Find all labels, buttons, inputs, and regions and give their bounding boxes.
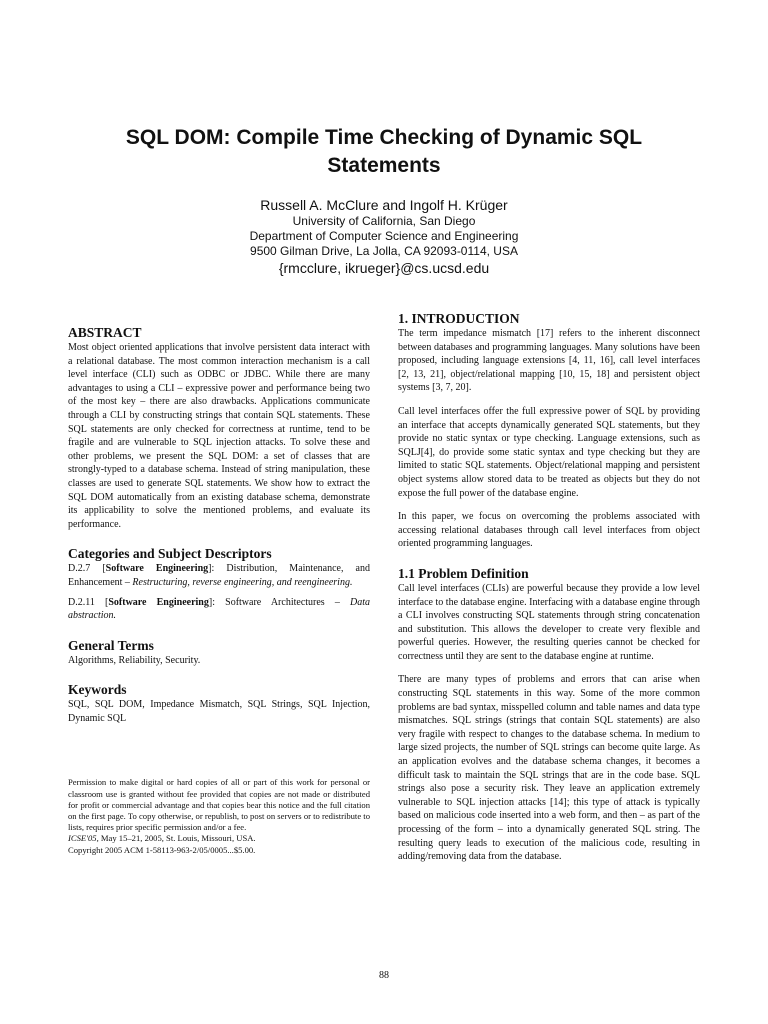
copyright-line: Copyright 2005 ACM 1-58113-963-2/05/0005...$5.00. xyxy=(68,844,256,855)
address: 9500 Gilman Drive, La Jolla, CA 92093-0114, USA xyxy=(250,244,518,258)
conference-line xyxy=(68,833,370,844)
abstract-text: Most object oriented applications that involve persistent data interact with a relational database. The most common interaction mechanism is a call level interface (CLI) such as ODBC or JDBC. While there are many advantages to using a CLI – expressive power and performance being two of the most key – there are also drawbacks. Applications communicate through a CLI by constructing strings that contain SQL statements. These SQL statements are only checked for correctness at runtime, tend to be fragile and are vulnerable to SQL injection attacks. To solve these and other problems, we present the SQL DOM: a set of classes that are strongly-typed to a database schema. Instead of string manipulation, these classes are used to generate SQL statements. We show how to extract the SQL DOM automatically from an existing database schema, demonstrate its applicability to solve the mentioned problems, and evaluate its performance. xyxy=(68,342,370,530)
category-d27-bold: Software Engineering xyxy=(105,563,209,575)
author-email: {rmcclure, ikrueger}@cs.ucsd.edu xyxy=(278,260,490,276)
problem-definition-heading: 1.1 Problem Definition xyxy=(398,565,529,581)
introduction-heading: 1. INTRODUCTION xyxy=(398,311,520,326)
general-terms-heading: General Terms xyxy=(68,637,154,653)
category-d211-rest: ]: Software Architectures – xyxy=(208,596,350,608)
keywords-heading: Keywords xyxy=(68,682,127,698)
general-terms-text: Algorithms, Reliability, Security. xyxy=(68,654,201,666)
right-column xyxy=(398,310,700,864)
author-block xyxy=(60,196,708,277)
category-d27-code: D.2.7 [ xyxy=(68,563,106,575)
category-d211 xyxy=(68,596,370,623)
conference-details: May 15–21, 2005, St. Louis, Missouri, USA. xyxy=(98,833,256,844)
category-d27 xyxy=(68,562,370,589)
introduction-paragraph-1: The term impedance mismatch [17] refers to the inherent disconnect between databases and programming languages. Many solutions have been proposed, including language extensions [4, 11, 16], call level interfaces [2, 13, 21], object/relational mapping [10, 15, 18] and persistent object systems [3, 7, 20]. xyxy=(398,328,700,394)
introduction-paragraph-3: In this paper, we focus on overcoming the problems associated with accessing relational databases through call level interfaces from object oriented programming languages. xyxy=(398,511,700,550)
title-line-1: SQL DOM: Compile Time Checking of Dynamic SQL xyxy=(125,126,643,149)
title-line-2: Statements xyxy=(327,154,441,177)
affiliation: University of California, San Diego xyxy=(292,214,476,228)
keywords-text: SQL, SQL DOM, Impedance Mismatch, SQL Strings, SQL Injection, Dynamic SQL xyxy=(68,699,370,724)
categories-heading: Categories and Subject Descriptors xyxy=(68,546,272,562)
category-d27-italic: Restructuring, reverse engineering, and reengineering. xyxy=(132,576,353,588)
author-names: Russell A. McClure and Ingolf H. Krüger xyxy=(260,197,508,213)
category-d211-code: D.2.11 [ xyxy=(68,596,109,608)
problem-paragraph-1: Call level interfaces (CLIs) are powerful because they provide a low level interface to the database engine. Interfacing with a database engine through a CLI involves constructing SQL statements through string concatenation and substitution. This allows the developer to create very flexible and powerful queries. However, the resulting queries cannot be checked for correctness until they are sent to the database engine at runtime. xyxy=(398,582,700,662)
problem-paragraph-2: There are many types of problems and errors that can arise when constructing SQL statements in this way. Some of the more common problems are bad syntax, misspelled column and table names and data type mismatches. SQL strings (strings that contain SQL statements) are also very fragile with respect to changes to the database schema. In medium to large sized projects, the number of SQL strings can become quite large. As an application evolves and the database schema changes, it becomes a difficult task to maintain the SQL strings that are in the code base. SQL strings also pose a security risk. They leave an application extremely vulnerable to SQL injection attacks [14]; this type of attack is typically based on malicious code inserted into a web form, and then – as part of the processing of the form – into a dynamically generated SQL string. The resulting query leads to execution of the malicious code, resulting in adding/removing data from the database. xyxy=(398,674,700,863)
page-number: 88 xyxy=(379,970,389,981)
paper-title xyxy=(60,124,708,180)
permission-notice xyxy=(68,777,370,855)
conference-name: ICSE'05, xyxy=(68,833,99,844)
category-d211-bold: Software Engineering xyxy=(108,596,209,608)
permission-text: Permission to make digital or hard copies of all or part of this work for personal or classroom use is granted without fee provided that copies are not made or distributed for profit or commercial advantage and that copies bear this notice and the full citation on the first page. To copy otherwise, or republish, to post on servers or to redistribute to lists, requires prior specific permission and/or a fee. xyxy=(68,777,370,833)
left-column xyxy=(68,310,370,856)
department: Department of Computer Science and Engineering xyxy=(249,229,519,243)
category-d27-rest: ]: Distribution, Maintenance, and Enhancement – xyxy=(68,563,370,588)
category-d211-italic: Data abstraction. xyxy=(68,596,370,622)
introduction-paragraph-2: Call level interfaces offer the full expressive power of SQL by providing an interface that accepts dynamically generated SQL statements, but they provide no static syntax or type checking. Language extensions, such as SQLJ[4], do provide some static syntax and type checking but they are limited to static SQL statements. Object/relational mapping and persistent object systems allow stored data to be treated as objects but they do not expose the full power of the database engine. xyxy=(398,405,700,499)
abstract-heading: ABSTRACT xyxy=(68,325,142,340)
